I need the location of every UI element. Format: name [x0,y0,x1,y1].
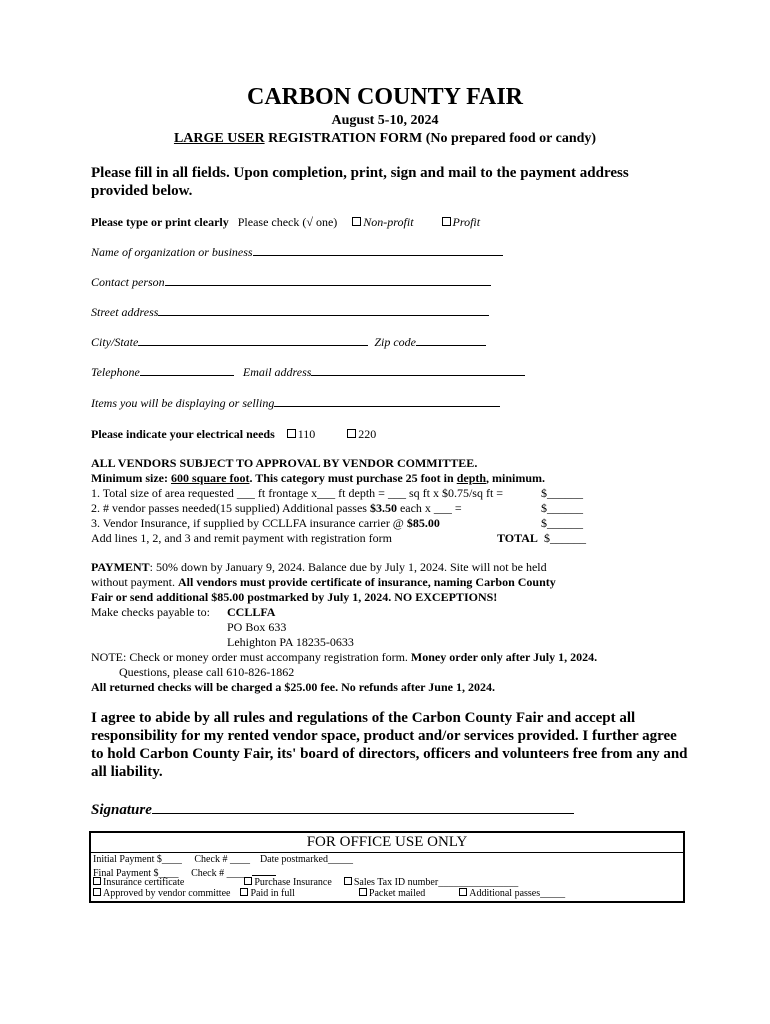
office-use-box [89,831,685,903]
payee-address-1: PO Box 633 [227,620,287,634]
total-amount[interactable]: $______ [544,531,586,545]
page-title: CARBON COUNTY FAIR [247,84,523,110]
organization-type-row [91,215,480,230]
profit-checkbox[interactable] [442,217,451,226]
paid-full-label: Paid in full [250,888,295,899]
payment-terms: : 50% down by January 9, 2024. Balance due by July 1, 2024. Site will not be held [149,560,547,574]
min-prefix: Minimum size: [91,471,171,485]
street-input[interactable] [158,304,489,316]
line-3-price: $85.00 [406,516,440,530]
city-zip-field [91,334,486,350]
line-2-price: $3.50 [369,501,397,515]
city-state-input[interactable] [138,334,368,346]
organization-input[interactable] [253,244,503,256]
electrical-220-label: 220 [358,427,377,441]
zip-input[interactable] [416,334,486,346]
min-end: , minimum. [486,471,546,485]
office-row-4 [93,888,565,899]
electrical-row [91,427,376,442]
line-1-amount[interactable]: $______ [541,486,583,500]
min-depth: depth [456,471,487,485]
email-input[interactable] [311,364,525,376]
approved-label: Approved by vendor committee [103,888,231,899]
organization-label: Name of organization or business [91,245,253,259]
questions-line: Questions, please call 610-826-1862 [119,665,295,679]
final-payment: Final Payment $____ [93,868,179,879]
additional-passes-checkbox[interactable] [459,888,467,896]
payment-line-2b: All vendors must provide certificate of insurance, naming Carbon County [178,575,556,589]
insurance-cert-label: Insurance certificate [103,877,185,888]
line-3-amount[interactable]: $______ [541,516,583,530]
signature-field [91,799,574,819]
agreement-text: I agree to abide by all rules and regulations of the Carbon County Fair and accept all responsibility for my rented vendor space, product and/or services provided. I further agree to hold Carbon County Fair, its' board of directors, officers and volunteers free from any and all liability. [91,710,688,780]
date-postmarked: Date postmarked_____ [259,854,353,865]
payment-line-1 [91,560,547,575]
signature-input[interactable] [152,799,574,814]
line-2-amount[interactable]: $______ [541,501,583,515]
note-a: NOTE: Check or money order must accompany registration form. [91,650,411,664]
initial-payment: Initial Payment $____ [93,854,182,865]
electrical-220-checkbox[interactable] [347,429,356,438]
phone-email-field [91,364,525,380]
line-2-passes [91,501,462,516]
nonprofit-checkbox[interactable] [352,217,361,226]
items-field [91,395,500,411]
min-size: 600 square foot [171,471,250,485]
minimum-size-notice [91,471,545,486]
checks-payable-label: Make checks payable to: [91,605,210,619]
payment-label: PAYMENT [91,560,150,574]
approved-checkbox[interactable] [93,888,101,896]
line-1-area: 1. Total size of area requested ___ ft frontage x___ ft depth = ___ sq ft x $0.75/sq ft = [91,486,504,500]
line-3-a: 3. Vendor Insurance, if supplied by CCLLFA insurance carrier @ [91,516,407,530]
payment-line-3: Fair or send additional $85.00 postmarked by July 1, 2024. NO EXCEPTIONS! [91,590,498,604]
additional-passes-label: Additional passes_____ [469,888,566,899]
office-row-3 [93,877,518,888]
returned-checks: All returned checks will be charged a $25.00 fee. No refunds after June 1, 2024. [91,680,495,694]
line-2-a: 2. # vendor passes needed(15 supplied) Additional passes [91,501,370,515]
signature-label: Signature [91,802,152,818]
office-row-1 [93,854,353,865]
telephone-label: Telephone [91,365,140,379]
payee-address-2: Lehighton PA 18235-0633 [227,635,354,649]
fair-dates: August 5-10, 2024 [331,113,439,128]
form-title [0,131,770,147]
sales-tax-label: Sales Tax ID number________________ [353,877,519,888]
form-title-rest: REGISTRATION FORM (No prepared food or candy) [264,131,597,146]
nonprofit-label: Non-profit [363,215,414,229]
electrical-110-checkbox[interactable] [287,429,296,438]
packet-mailed-checkbox[interactable] [359,888,367,896]
form-title-category: LARGE USER [173,131,265,146]
total-label: TOTAL [497,531,538,545]
payee-name: CCLLFA [227,605,276,619]
items-input[interactable] [274,395,500,407]
items-label: Items you will be displaying or selling [91,396,275,410]
zip-label: Zip code [374,335,416,349]
payment-line-2 [91,575,556,590]
purchase-insurance-checkbox[interactable] [244,877,252,885]
instructions: Please fill in all fields. Upon completion, print, sign and mail to the payment address provided below. [91,165,629,199]
min-mid: . This category must purchase 25 foot in [249,471,457,485]
payment-line-2a: without payment. [91,575,178,589]
organization-field [91,244,503,260]
line-3-insurance [91,516,440,531]
office-use-heading: FOR OFFICE USE ONLY [91,833,683,853]
check-number-2: Check # ____ [191,868,247,879]
insurance-cert-checkbox[interactable] [93,877,101,885]
check-number-1: Check # ____ [194,854,250,865]
packet-mailed-label: Packet mailed [368,888,426,899]
contact-field [91,274,491,290]
payment-note [91,650,597,665]
note-b: Money order only after July 1, 2024. [410,650,598,664]
approval-notice: ALL VENDORS SUBJECT TO APPROVAL BY VENDOR COMMITTEE. [91,456,478,470]
check-prompt: Please check (√ one) [237,215,338,229]
electrical-110-label: 110 [297,427,316,441]
sales-tax-checkbox[interactable] [344,877,352,885]
telephone-input[interactable] [140,364,234,376]
print-clearly-label: Please type or print clearly [91,215,229,229]
line-2-c: each x ___ = [396,501,462,515]
street-field [91,304,489,320]
contact-input[interactable] [165,274,491,286]
paid-full-checkbox[interactable] [240,888,248,896]
email-label: Email address [242,365,312,379]
profit-label: Profit [452,215,481,229]
city-state-label: City/State [91,335,139,349]
electrical-label: Please indicate your electrical needs [91,427,275,441]
contact-label: Contact person [91,275,165,289]
purchase-insurance-label: Purchase Insurance [254,877,332,888]
street-label: Street address [91,305,159,319]
line-4-sum: Add lines 1, 2, and 3 and remit payment with registration form [91,531,392,545]
